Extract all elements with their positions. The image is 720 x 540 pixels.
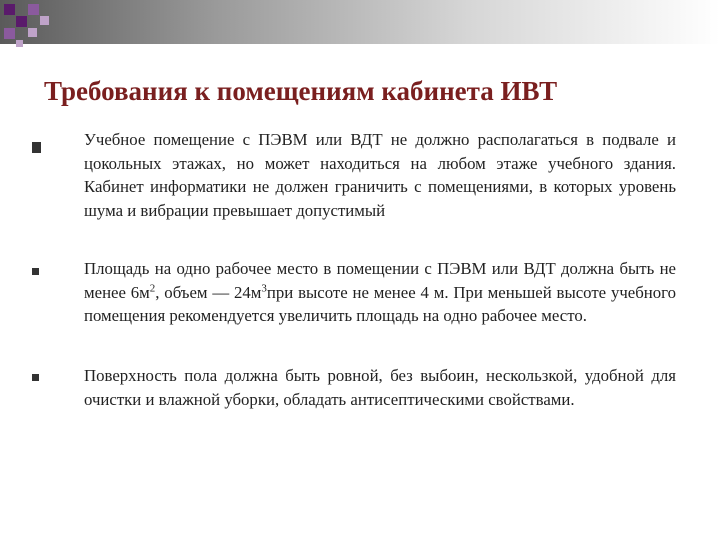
superscript: 3 bbox=[261, 282, 267, 294]
decor-square bbox=[4, 4, 15, 15]
bullet-marker-icon bbox=[32, 142, 41, 153]
bullet-marker-icon bbox=[32, 268, 39, 275]
decor-square bbox=[16, 16, 27, 27]
bullet-text-part: при высоте не менее 4 м. При меньшей высоте учебного помещения рекомендуется увеличить площадь на одно рабочее место. bbox=[84, 282, 676, 326]
bullet-text bbox=[84, 257, 676, 328]
header-gradient-band bbox=[0, 0, 720, 44]
bullet-text: Учебное помещение с ПЭВМ или ВДТ не должно располагаться в подвале и цокольных этажах, но может находиться на любом этаже учебного здания. Кабинет информатики не должен граничить с помещениями, в которых уровень шума и вибрации превышает допустимый bbox=[84, 130, 676, 220]
decor-square bbox=[4, 28, 15, 39]
decor-square bbox=[28, 28, 37, 37]
decor-square bbox=[16, 40, 23, 47]
bullet-marker-icon bbox=[32, 374, 39, 381]
decor-square bbox=[28, 4, 39, 15]
decor-square bbox=[40, 16, 49, 25]
superscript: 2 bbox=[149, 282, 156, 294]
slide-title: Требования к помещениям кабинета ИВТ bbox=[44, 76, 558, 106]
bullet-text-part: Площадь на одно рабочее место в помещении с ПЭВМ или ВДТ должна быть не менее 6м bbox=[84, 259, 676, 302]
bullet-text: Поверхность пола должна быть ровной, без выбоин, нескользкой, удобной для очистки и влажной уборки, обладать антисептическими свойствами. bbox=[84, 366, 676, 409]
bullet-text-part: , объем — 24м bbox=[155, 282, 262, 302]
